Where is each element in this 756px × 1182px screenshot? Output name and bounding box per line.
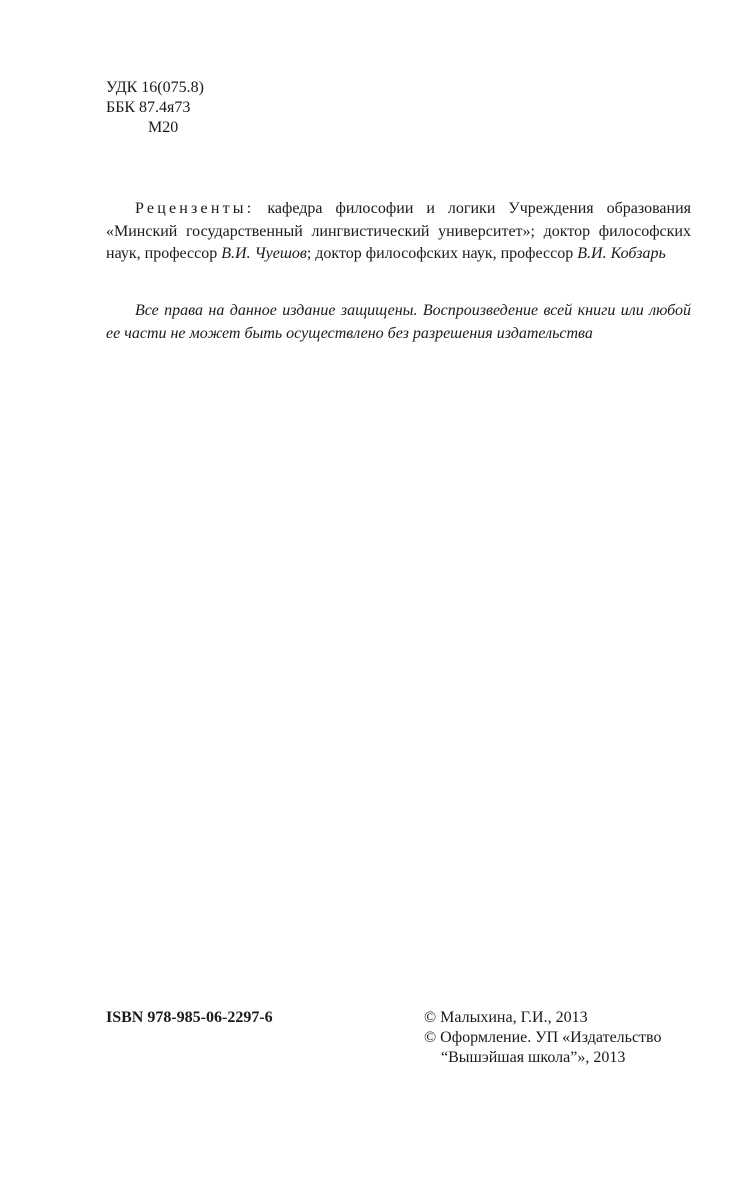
copyright-design: © Оформление. УП «Издательство bbox=[424, 1029, 662, 1046]
udk-code: УДК 16(075.8) bbox=[106, 79, 204, 96]
reviewers-text-1: кафедра философии и логики Учреждения образования «Минский государственный лингвистический университет»; доктор философских наук, профессор bbox=[106, 200, 691, 262]
reviewers-paragraph bbox=[106, 198, 691, 266]
classification-block bbox=[106, 78, 204, 138]
reviewer-name-1: В.И. Чуешов bbox=[221, 245, 307, 262]
copyright-author: © Малыхина, Г.И., 2013 bbox=[424, 1009, 588, 1026]
reviewers-label: Рецензенты: bbox=[135, 200, 255, 217]
reviewers-text-2: ; доктор философских наук, профессор bbox=[306, 245, 578, 262]
rights-notice: Все права на данное издание защищены. Воспроизведение всей книги или любой ее части не может быть осуществлено без разрешения издательства bbox=[106, 302, 691, 342]
isbn: ISBN 978-985-06-2297-6 bbox=[106, 1009, 273, 1026]
copyright-publisher: “Вышэйшая школа”», 2013 bbox=[441, 1049, 626, 1066]
reviewer-name-2: В.И. Кобзарь bbox=[577, 245, 666, 262]
author-mark: М20 bbox=[148, 119, 179, 136]
bbk-code: ББК 87.4я73 bbox=[106, 99, 191, 116]
copyright-block bbox=[424, 1008, 661, 1068]
